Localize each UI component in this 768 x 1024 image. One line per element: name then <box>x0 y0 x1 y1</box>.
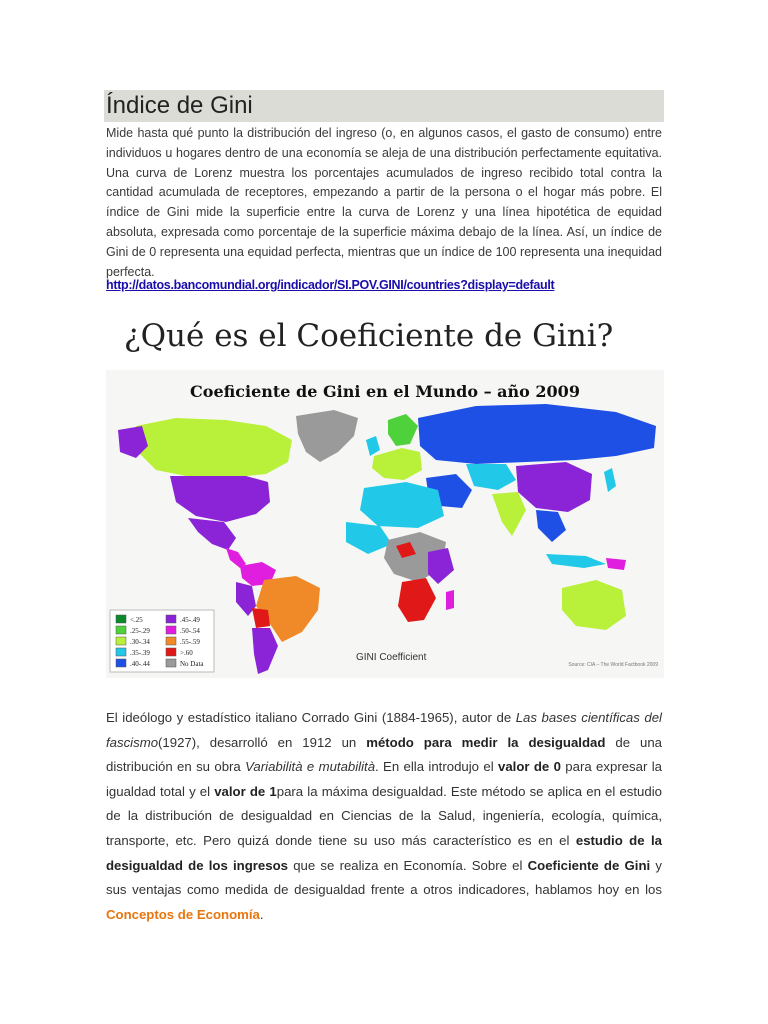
legend-label: .40-.44 <box>130 660 150 668</box>
book-title: Las bases científicas del fascismo <box>106 710 662 750</box>
region-west-africa <box>346 522 392 554</box>
region-north-africa <box>360 482 444 528</box>
region-bolivia <box>252 608 270 628</box>
region-madagascar <box>446 590 454 610</box>
region-central-asia <box>466 464 516 490</box>
intro-paragraph: Mide hasta qué punto la distribución del ingreso (o, en algunos casos, el gasto de consumo) entre individuos u hogares dentro de una economía se aleja de una distribución perfectamente equitativa. Una curva de Lorenz muestra los porcentajes acumulados de ingreso recibido total contra la cantidad acumulada de receptores, empezando a partir de la persona o el hogar más pobre. El índice de Gini mide la superficie entre la curva de Lorenz y una línea hipotética de equidad absoluta, expresada como porcentaje de la superficie máxima debajo de la línea. Así, un índice de Gini de 0 representa una equidad perfecta, mientras que un índice de 100 representa una inequidad perfecta. <box>106 126 662 279</box>
page-title: Índice de Gini <box>106 92 253 119</box>
legend-label: .30-.34 <box>130 638 150 646</box>
legend-label: No Data <box>180 660 204 668</box>
legend-swatch <box>166 637 176 645</box>
legend-label: .35-.39 <box>130 649 150 657</box>
highlight-method: método para medir la desigualdad <box>366 734 606 750</box>
region-east-africa <box>428 548 454 584</box>
legend-swatch <box>166 648 176 656</box>
source-link[interactable]: http://datos.bancomundial.org/indicador/SI.POV.GINI/countries?display=default <box>106 278 555 292</box>
region-western-europe <box>372 448 422 480</box>
region-greenland <box>296 410 358 462</box>
body-text-6: para la máxima desigualdad. Este método se aplica en el estudio de la distribución de desigualdad en Ciencias de la Salud, ingeniería, ecología, química, transporte, etc. Pero quizá donde tiene su uso más característico es en el <box>106 783 662 848</box>
body-text-2: (1927), desarrolló en 1912 un <box>158 734 367 750</box>
region-mexico <box>188 518 236 550</box>
legend-label: <.25 <box>130 616 143 624</box>
region-southern-africa <box>398 578 436 622</box>
region-central-america <box>226 548 246 568</box>
map-caption: GINI Coefficient <box>356 652 427 663</box>
section-title: ¿Qué es el Coeficiente de Gini? <box>124 318 614 354</box>
legend-swatch <box>166 659 176 667</box>
map-legend <box>110 610 214 672</box>
region-china <box>516 462 592 512</box>
legend-swatch <box>116 648 126 656</box>
region-southeast-asia <box>536 510 566 542</box>
legend-label: >.60 <box>180 649 193 657</box>
body-text-7: que se realiza en Economía. Sobre el <box>288 857 528 873</box>
region-uk <box>366 436 380 456</box>
region-canada <box>136 418 292 478</box>
body-paragraph <box>106 706 662 927</box>
region-scandinavia <box>388 414 418 446</box>
heading-bar <box>104 90 664 122</box>
gini-world-map <box>106 370 664 678</box>
body-text-8: y sus ventajas como medida de desigualdad frente a otros indicadores, hablamos hoy en los <box>106 857 662 898</box>
legend-label: .25-.29 <box>130 627 150 635</box>
legend-swatch <box>166 615 176 623</box>
region-australia <box>562 580 626 630</box>
legend-label: .55-.59 <box>180 638 200 646</box>
legend-swatch <box>116 615 126 623</box>
highlight-income-study: estudio de la desigualdad de los ingresos <box>106 832 662 873</box>
region-russia <box>418 404 656 464</box>
body-text-9: . <box>259 906 264 922</box>
legend-label: .50-.54 <box>180 627 200 635</box>
legend-label: .45-.49 <box>180 616 200 624</box>
economy-concepts-link[interactable]: Conceptos de Economía <box>106 906 260 922</box>
body-text-5: para expresar la igualdad total y el <box>106 759 662 799</box>
highlight-value-zero: valor de 0 <box>497 759 561 775</box>
legend-swatch <box>116 637 126 645</box>
map-title: Coeficiente de Gini en el Mundo – año 2009 <box>190 382 580 401</box>
body-text-4: . En ella introdujo el <box>375 759 498 775</box>
legend-swatch <box>166 626 176 634</box>
region-usa <box>170 476 270 522</box>
highlight-gini: Coeficiente de Gini <box>527 857 651 873</box>
legend-swatch <box>116 626 126 634</box>
region-argentina <box>252 628 278 674</box>
region-japan <box>604 468 616 492</box>
legend-swatch <box>116 659 126 667</box>
body-text-3: de una distribución en su obra <box>106 734 663 775</box>
region-indonesia <box>546 554 606 568</box>
work-title: Variabilità e mutabilità <box>245 759 376 775</box>
region-india <box>492 492 526 536</box>
body-text-1: El ideólogo y estadístico italiano Corrado Gini (1884-1965), autor de <box>106 710 516 725</box>
world-map-image <box>106 370 664 678</box>
map-source: Source: CIA – The World Factbook 2009 <box>568 662 658 668</box>
region-papua <box>606 558 626 570</box>
highlight-value-one: valor de 1 <box>214 783 277 799</box>
